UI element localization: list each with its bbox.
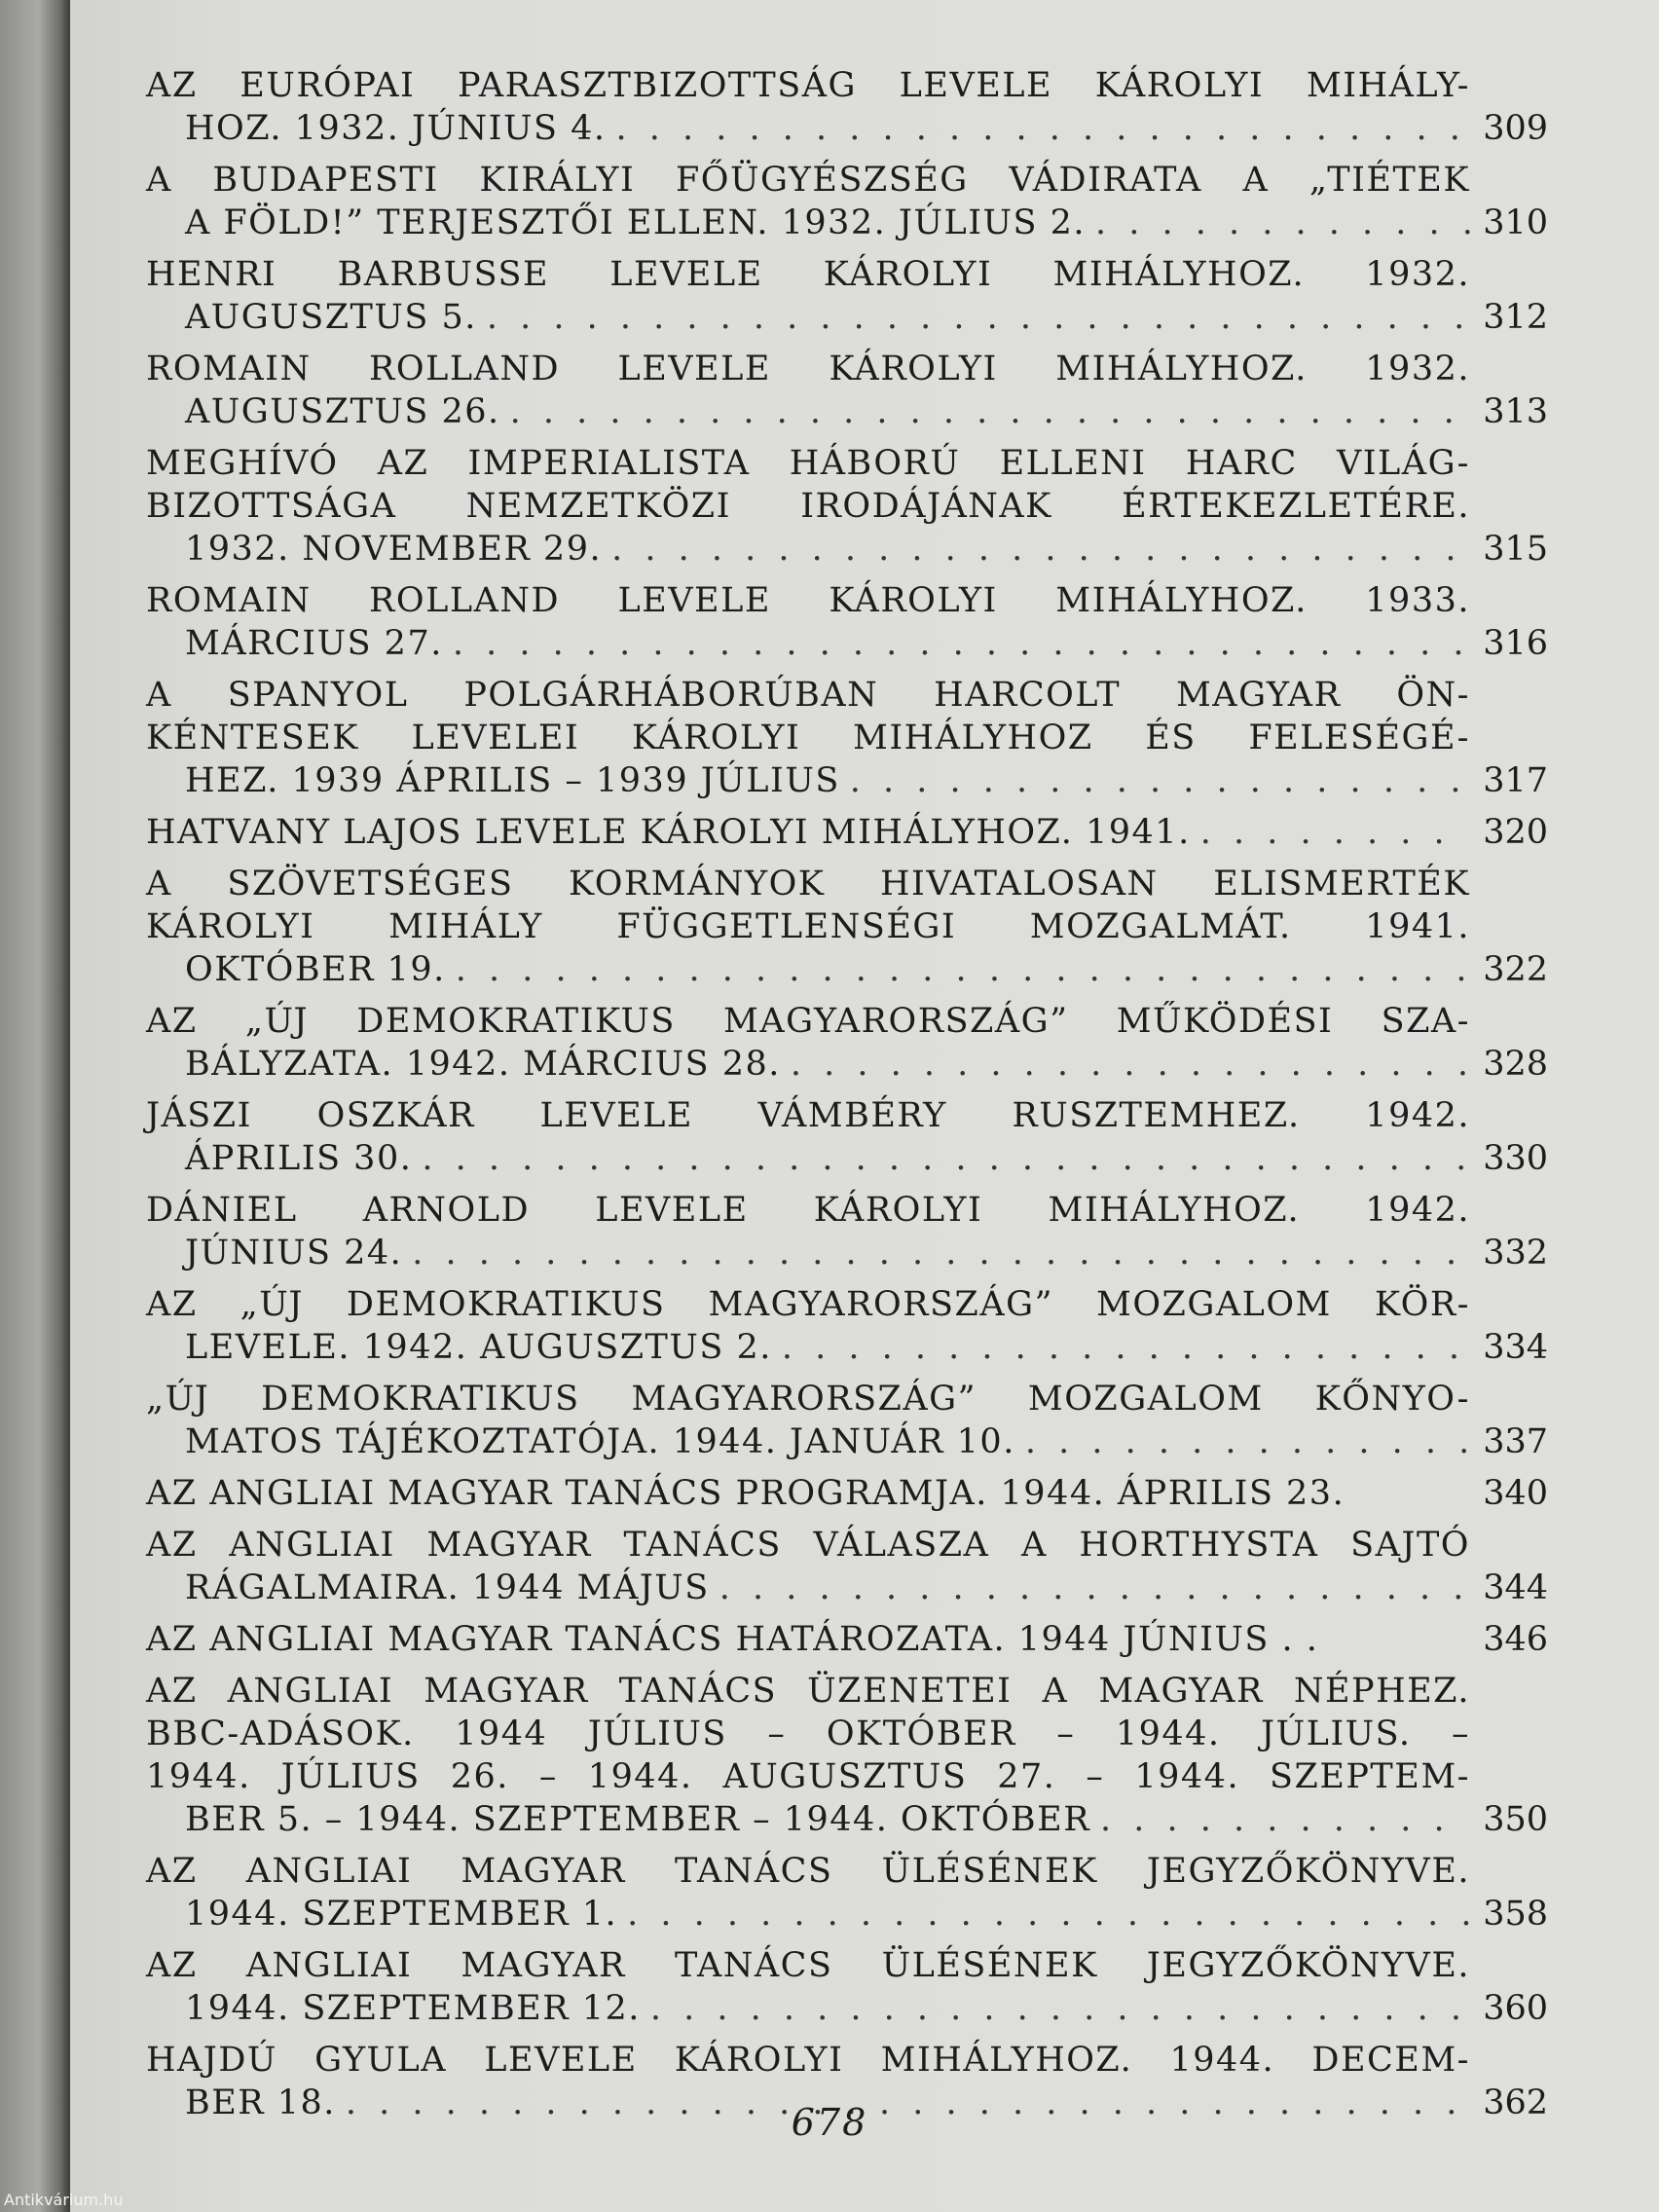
toc-entry <box>146 674 1548 802</box>
toc-entry-line: A BUDAPESTI KIRÁLYI FŐÜGYÉSZSÉG VÁDIRATA A „TIÉTEK <box>146 161 1470 200</box>
toc-entry-page: 310 <box>1483 203 1548 242</box>
toc-entry-last-line <box>146 1987 1548 2030</box>
toc-entry-page: 322 <box>1483 950 1548 989</box>
toc-entry <box>146 1944 1548 2030</box>
toc-entry-last-line <box>146 1326 1548 1369</box>
toc-entry <box>146 1378 1548 1463</box>
toc-entry-last-line <box>146 1567 1548 1609</box>
toc-entry-title: A FÖLD!” TERJESZTŐI ELLEN. 1932. JÚLIUS 2. <box>185 203 1087 242</box>
toc-entry-page: 334 <box>1483 1328 1548 1367</box>
toc-entry-title: MÁRCIUS 27. <box>185 624 443 663</box>
toc-entry-page: 320 <box>1483 813 1548 852</box>
toc-entry-last-line <box>146 1137 1548 1180</box>
toc-entry <box>146 579 1548 665</box>
leader-dots <box>791 1043 1470 1086</box>
toc-entry <box>146 1283 1548 1369</box>
toc-entry <box>146 1670 1548 1841</box>
toc-entry-line: ROMAIN ROLLAND LEVELE KÁROLYI MIHÁLYHOZ. 1933. <box>146 581 1470 620</box>
toc-entry-title: LEVELE. 1942. AUGUSZTUS 2. <box>185 1328 772 1367</box>
toc-entry-line: ROMAIN ROLLAND LEVELE KÁROLYI MIHÁLYHOZ. 1932. <box>146 350 1470 388</box>
toc-entry-last-line <box>146 390 1548 433</box>
toc-entry-title: HATVANY LAJOS LEVELE KÁROLYI MIHÁLYHOZ. 1941. <box>146 813 1191 852</box>
toc-entry-page: 358 <box>1483 1895 1548 1934</box>
toc-entry-line: AZ EURÓPAI PARASZTBIZOTTSÁG LEVELE KÁROLYI MIHÁLY- <box>146 66 1470 105</box>
toc-entry-page: 317 <box>1483 761 1548 800</box>
leader-dots <box>487 296 1470 339</box>
toc-entry-title: BER 5. – 1944. SZEPTEMBER – 1944. OKTÓBER <box>185 1800 1091 1839</box>
toc-entry-line: BIZOTTSÁGA NEMZETKÖZI IRODÁJÁNAK ÉRTEKEZLETÉRE. <box>146 487 1470 526</box>
toc-entry-page: 316 <box>1483 624 1548 663</box>
toc-entry <box>146 1472 1548 1515</box>
toc-entry-last-line <box>146 622 1548 665</box>
toc-entry-title: 1932. NOVEMBER 29. <box>185 530 603 569</box>
toc-entry-last-line <box>146 1618 1548 1661</box>
toc-entry-title: BÁLYZATA. 1942. MÁRCIUS 28. <box>185 1045 781 1084</box>
leader-dots <box>422 1137 1470 1180</box>
toc-entry-title: OKTÓBER 19. <box>185 950 446 989</box>
leader-dots <box>627 1893 1470 1936</box>
toc-entry-line: AZ „ÚJ DEMOKRATIKUS MAGYARORSZÁG” MOZGALOM KÖR- <box>146 1285 1470 1324</box>
leader-dots <box>650 1987 1470 2030</box>
toc-entry-line: KÉNTESEK LEVELEI KÁROLYI MIHÁLYHOZ ÉS FELESÉGÉ- <box>146 719 1470 757</box>
leader-dots <box>850 759 1470 802</box>
toc-entry <box>146 1850 1548 1936</box>
toc-entry-page: 313 <box>1483 392 1548 431</box>
toc-entry-page: 309 <box>1483 109 1548 148</box>
toc-entry-page: 332 <box>1483 1234 1548 1272</box>
watermark: Antikvárium.hu <box>4 2191 124 2209</box>
toc-entry-last-line <box>146 1893 1548 1936</box>
leader-dots <box>456 948 1470 991</box>
toc-entry <box>146 159 1548 244</box>
toc-entry-page: 312 <box>1483 298 1548 337</box>
toc-entry-page: 337 <box>1483 1422 1548 1461</box>
toc-entry <box>146 1094 1548 1180</box>
toc-entry <box>146 863 1548 991</box>
leader-dots <box>1100 1798 1470 1841</box>
toc-entry-last-line <box>146 1472 1548 1515</box>
toc-entry-line: AZ ANGLIAI MAGYAR TANÁCS ÜLÉSÉNEK JEGYZŐKÖNYVE. <box>146 1946 1470 1985</box>
toc-entry-line: „ÚJ DEMOKRATIKUS MAGYARORSZÁG” MOZGALOM KŐNYO- <box>146 1380 1470 1419</box>
leader-dots <box>719 1567 1470 1609</box>
toc-entry-title: JÚNIUS 24. <box>185 1234 403 1272</box>
toc-entry-line: 1944. JÚLIUS 26. – 1944. AUGUSZTUS 27. – 1944. SZEPTEM- <box>146 1757 1470 1796</box>
toc-entry <box>146 1524 1548 1609</box>
toc-entry-line: MEGHÍVÓ AZ IMPERIALISTA HÁBORÚ ELLENI HARC VILÁG- <box>146 444 1470 483</box>
toc-entry-title: HOZ. 1932. JÚNIUS 4. <box>185 109 607 148</box>
toc-entry-page: 346 <box>1483 1620 1548 1659</box>
toc-entry-line: BBC-ADÁSOK. 1944 JÚLIUS – OKTÓBER – 1944. JÚLIUS. – <box>146 1714 1470 1753</box>
toc-entry-title: AZ ANGLIAI MAGYAR TANÁCS PROGRAMJA. 1944. ÁPRILIS 23. <box>146 1474 1346 1513</box>
toc-entry-title: ÁPRILIS 30. <box>185 1139 413 1178</box>
toc-entry-page: 315 <box>1483 530 1548 569</box>
toc-entry-line: KÁROLYI MIHÁLY FÜGGETLENSÉGI MOZGALMÁT. 1941. <box>146 907 1470 946</box>
toc-entry-line: AZ ANGLIAI MAGYAR TANÁCS VÁLASZA A HORTHYSTA SAJTÓ <box>146 1526 1470 1565</box>
toc-entry-title: RÁGALMAIRA. 1944 MÁJUS <box>185 1568 710 1607</box>
leader-dots <box>1025 1420 1470 1463</box>
page-number: 678 <box>791 2101 868 2144</box>
toc-entry <box>146 442 1548 571</box>
toc-entry-line: AZ ANGLIAI MAGYAR TANÁCS ÜLÉSÉNEK JEGYZŐKÖNYVE. <box>146 1852 1470 1891</box>
toc-entry-line: HAJDÚ GYULA LEVELE KÁROLYI MIHÁLYHOZ. 1944. DECEM- <box>146 2041 1470 2080</box>
toc-entry-line: DÁNIEL ARNOLD LEVELE KÁROLYI MIHÁLYHOZ. 1942. <box>146 1191 1470 1230</box>
toc-entry-line: JÁSZI OSZKÁR LEVELE VÁMBÉRY RUSZTEMHEZ. 1942. <box>146 1096 1470 1135</box>
leader-dots <box>412 1232 1470 1274</box>
toc-entry-line: A SZÖVETSÉGES KORMÁNYOK HIVATALOSAN ELISMERTÉK <box>146 865 1470 903</box>
toc-entry <box>146 348 1548 433</box>
toc-entry-title: AUGUSZTUS 26. <box>185 392 500 431</box>
toc-entry-title: AUGUSZTUS 5. <box>185 298 477 337</box>
toc-entry <box>146 64 1548 150</box>
toc-entry-title: BER 18. <box>185 2083 336 2122</box>
toc-entry-line: A SPANYOL POLGÁRHÁBORÚBAN HARCOLT MAGYAR ÖN- <box>146 676 1470 715</box>
book-spine <box>0 0 70 2212</box>
toc-entry-title: 1944. SZEPTEMBER 1. <box>185 1895 618 1934</box>
toc-entry-page: 360 <box>1483 1989 1548 2028</box>
toc-entry-page: 344 <box>1483 1568 1548 1607</box>
toc-entry-last-line <box>146 528 1548 571</box>
toc-entry-last-line <box>146 948 1548 991</box>
toc-entry-line: HENRI BARBUSSE LEVELE KÁROLYI MIHÁLYHOZ. 1932. <box>146 255 1470 294</box>
leader-dots <box>615 107 1470 150</box>
toc-entry <box>146 1189 1548 1274</box>
leader-dots <box>510 390 1470 433</box>
toc-entry-last-line <box>146 811 1548 854</box>
toc-entry-last-line <box>146 296 1548 339</box>
toc-entry-last-line <box>146 202 1548 244</box>
toc-entry-page: 330 <box>1483 1139 1548 1178</box>
toc-entry-line: AZ ANGLIAI MAGYAR TANÁCS ÜZENETEI A MAGYAR NÉPHEZ. <box>146 1672 1470 1711</box>
toc-entry <box>146 1000 1548 1086</box>
toc-entry-last-line <box>146 1798 1548 1841</box>
toc-entry-line: AZ „ÚJ DEMOKRATIKUS MAGYARORSZÁG” MŰKÖDÉSI SZA- <box>146 1002 1470 1041</box>
toc-entry-page: 362 <box>1483 2083 1548 2122</box>
leader-dots <box>782 1326 1470 1369</box>
leader-dots <box>453 622 1470 665</box>
table-of-contents <box>146 64 1548 2133</box>
toc-entry-title: HEZ. 1939 ÁPRILIS – 1939 JÚLIUS <box>185 761 840 800</box>
toc-entry <box>146 253 1548 339</box>
toc-entry <box>146 1618 1548 1661</box>
toc-entry-title: MATOS TÁJÉKOZTATÓJA. 1944. JANUÁR 10. <box>185 1422 1015 1461</box>
toc-entry <box>146 811 1548 854</box>
toc-entry-last-line <box>146 1232 1548 1274</box>
leader-dots <box>1095 202 1470 244</box>
toc-entry-title: AZ ANGLIAI MAGYAR TANÁCS HATÁROZATA. 1944 JÚNIUS . . <box>146 1620 1319 1659</box>
toc-entry-page: 328 <box>1483 1045 1548 1084</box>
toc-entry-last-line <box>146 1043 1548 1086</box>
toc-entry-page: 340 <box>1483 1474 1548 1513</box>
toc-entry-last-line <box>146 759 1548 802</box>
toc-entry-last-line <box>146 107 1548 150</box>
leader-dots <box>611 528 1470 571</box>
toc-entry-page: 350 <box>1483 1800 1548 1839</box>
toc-entry-last-line <box>146 1420 1548 1463</box>
toc-entry-title: 1944. SZEPTEMBER 12. <box>185 1989 641 2028</box>
leader-dots <box>1200 811 1470 854</box>
